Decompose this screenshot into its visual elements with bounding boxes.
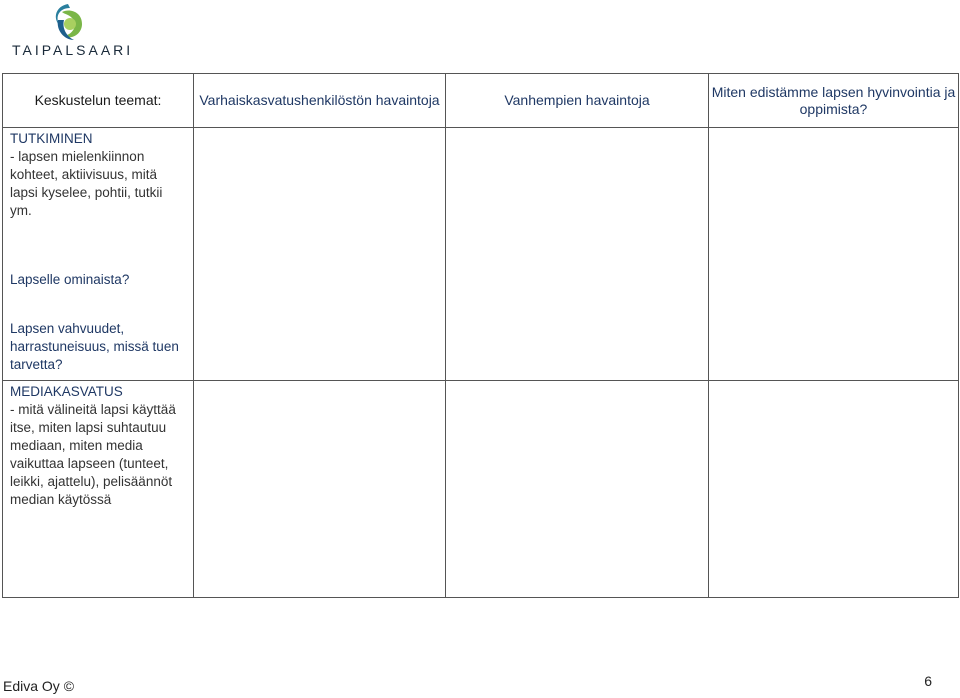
- header-how-we-promote: Miten edistämme lapsen hyvinvointia ja oppimista?: [709, 74, 959, 128]
- discussion-table: [2, 73, 959, 598]
- vahvuudet-text: Lapsen vahvuudet, harrastuneisuus, missä tuen tarvetta?: [10, 321, 179, 372]
- media-text: - mitä välineitä lapsi käyttää itse, miten lapsi suhtautuu mediaan, miten media vaikuttaa lapseen (tunteet, leikki, ajattelu), pelisäännöt median käytössä: [10, 402, 176, 507]
- taipalsaari-logo-mark-icon: [48, 2, 90, 44]
- media-title: MEDIAKASVATUS: [10, 384, 123, 399]
- themes-cell-1: [3, 128, 194, 381]
- table-row-tutkiminen: [3, 128, 959, 381]
- header-staff-observations: Varhaiskasvatushenkilöstön havaintoja: [194, 74, 446, 128]
- ominaista-text: Lapselle ominaista?: [10, 272, 130, 287]
- staff-cell-1[interactable]: [194, 128, 446, 381]
- parents-cell-1[interactable]: [446, 128, 709, 381]
- themes-cell-2: [3, 381, 194, 598]
- table-row-mediakasvatus: [3, 381, 959, 598]
- promote-cell-2[interactable]: [709, 381, 959, 598]
- header-themes: Keskustelun teemat:: [3, 74, 194, 128]
- tutkiminen-text: - lapsen mielenkiinnon kohteet, aktiivisuus, mitä lapsi kyselee, pohtii, tutkii ym.: [10, 149, 163, 218]
- staff-cell-2[interactable]: [194, 381, 446, 598]
- promote-cell-1[interactable]: [709, 128, 959, 381]
- taipalsaari-logo: [12, 2, 134, 62]
- logo-text: TAIPALSAARI: [12, 42, 134, 58]
- footer-copyright: Ediva Oy ©: [3, 678, 75, 694]
- table-header-row: [3, 74, 959, 128]
- tutkiminen-title: TUTKIMINEN: [10, 131, 93, 146]
- header-parent-observations: Vanhempien havaintoja: [446, 74, 709, 128]
- parents-cell-2[interactable]: [446, 381, 709, 598]
- page-number: 6: [924, 673, 932, 689]
